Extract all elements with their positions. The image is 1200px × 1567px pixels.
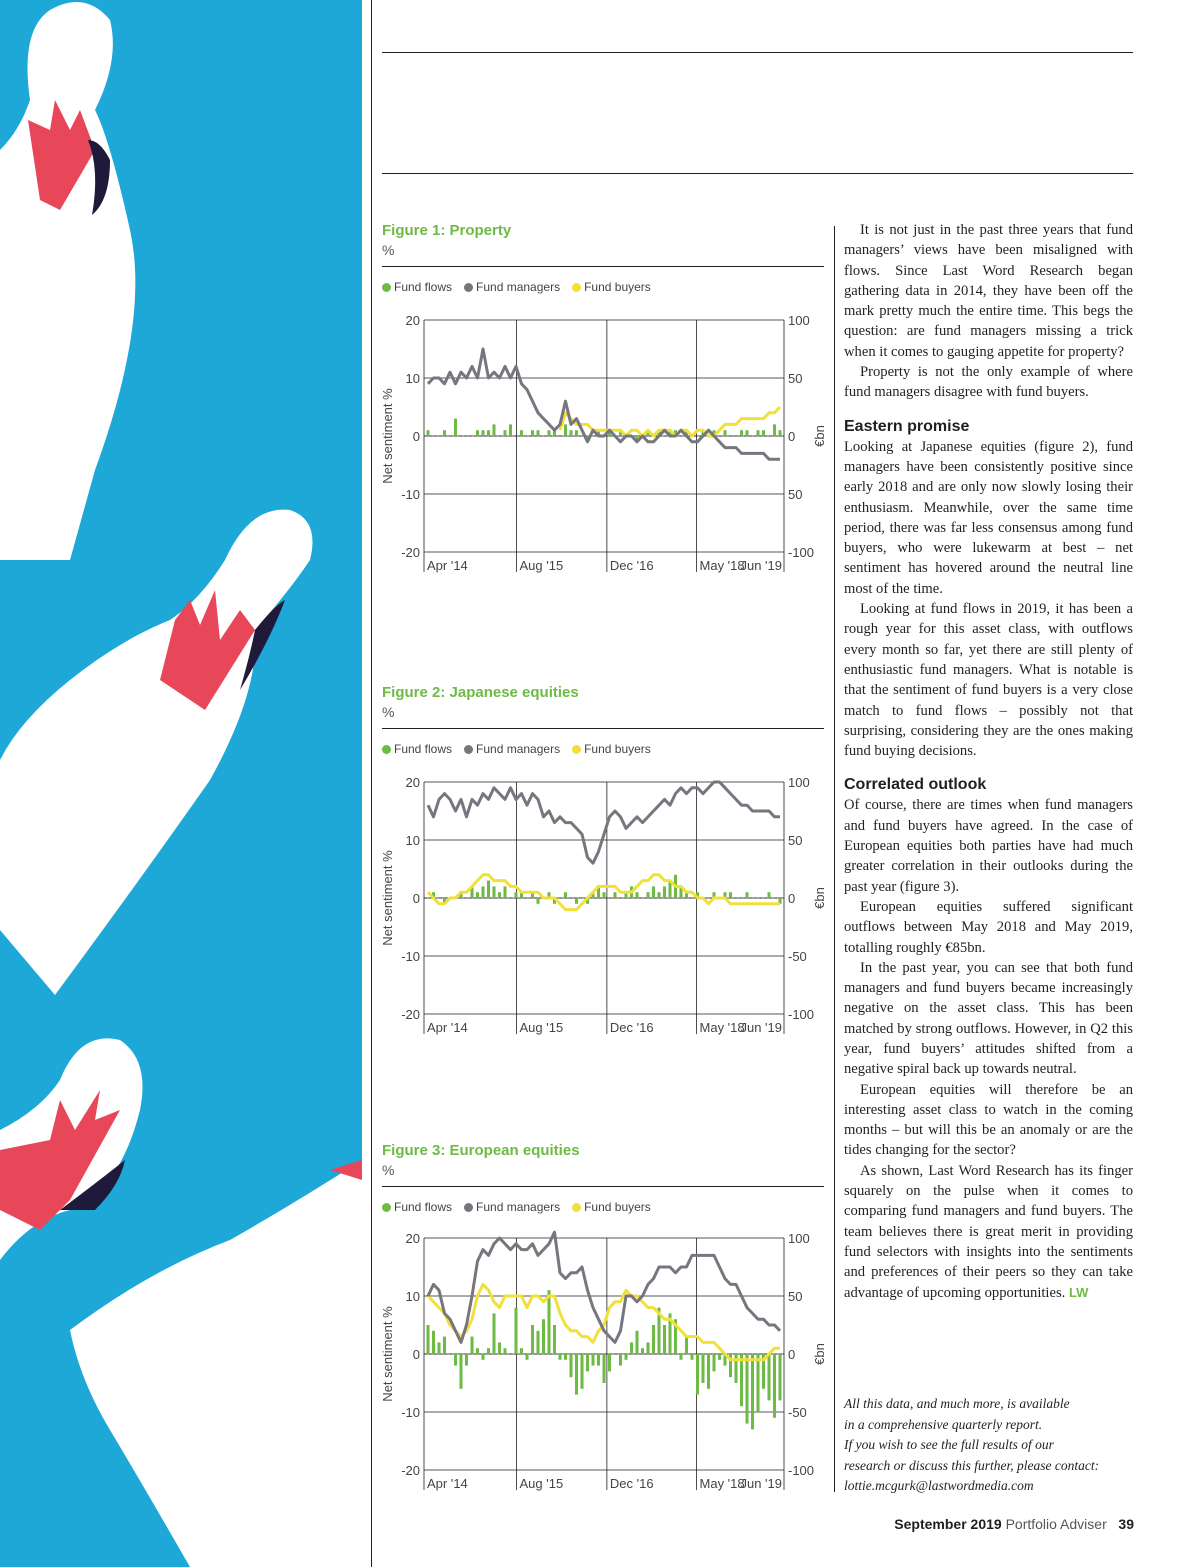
flow-bar <box>547 1290 550 1354</box>
note-line: All this data, and much more, is available <box>844 1396 1070 1411</box>
x-tick-label: Apr '14 <box>427 1020 468 1035</box>
x-tick-label: Aug '15 <box>519 1476 564 1491</box>
flow-bar <box>751 1354 754 1429</box>
flow-bar <box>602 892 605 898</box>
flow-bar <box>553 1325 556 1354</box>
flow-bar <box>498 1342 501 1354</box>
figure-rule <box>382 1186 824 1187</box>
flow-bar <box>531 1325 534 1354</box>
y2-tick-label: 0 <box>788 429 796 444</box>
flow-bar <box>547 430 550 436</box>
flow-bar <box>619 1354 622 1366</box>
flow-bar <box>426 430 429 436</box>
managers-line <box>428 349 780 459</box>
flow-bar <box>580 1354 583 1389</box>
chart-legend <box>382 1200 651 1214</box>
y2-tick-label: 100 <box>788 775 810 790</box>
flow-bar <box>652 886 655 898</box>
y-tick-label: 0 <box>412 1347 420 1362</box>
flow-bar <box>569 1354 572 1377</box>
flow-bar <box>630 1342 633 1354</box>
flow-bar <box>503 1348 506 1354</box>
flow-bar <box>564 1354 567 1360</box>
footer-publication: Portfolio Adviser <box>1005 1516 1107 1532</box>
flow-bar <box>745 1354 748 1424</box>
flow-bar <box>602 1354 605 1383</box>
managers-line <box>428 782 780 863</box>
flow-bar <box>762 430 765 436</box>
flow-bar <box>454 419 457 436</box>
y-tick-label: -20 <box>401 1463 420 1478</box>
flow-bar <box>520 1348 523 1354</box>
flow-bar <box>635 892 638 898</box>
figure-3 <box>380 1140 830 1510</box>
y-tick-label: 20 <box>405 1231 420 1246</box>
flow-bar <box>575 898 578 904</box>
flow-bar <box>437 1342 440 1354</box>
paragraph-text: As shown, Last Word Research has its finger squarely on the pulse when it comes to comparing fund managers and fund buyers. The team believes there is great merit in providing fund selectors with insights into the sentiments and preferences of their peers so they can take advantage of upcoming opportunities. <box>844 1162 1133 1301</box>
flow-bar <box>525 1354 528 1360</box>
flow-bar <box>729 892 732 898</box>
flow-bar <box>536 1331 539 1354</box>
y2-tick-label: -100 <box>788 1007 815 1022</box>
x-tick-label: Jun '19 <box>740 1476 782 1491</box>
y2-tick-label: 0 <box>788 1347 796 1362</box>
y2-tick-label: 50 <box>788 487 803 502</box>
y-tick-label: 0 <box>412 891 420 906</box>
paragraph: It is not just in the past three years that fund managers’ views have been misaligned with flows. Since Last Word Research began gathering data in 2014, they have been off the mark pretty much the entire time. This begs the question: are fund managers missing a trick when it comes to gauging appetite for property? <box>844 222 1133 360</box>
page-number: 39 <box>1118 1516 1134 1532</box>
flow-bar <box>564 424 567 436</box>
flow-bar <box>740 1354 743 1406</box>
lw-signoff: LW <box>1068 1284 1089 1300</box>
flow-bar <box>767 1354 770 1400</box>
flow-bar <box>652 1325 655 1354</box>
x-tick-label: Jun '19 <box>740 558 782 573</box>
legend-buyers: Fund buyers <box>572 1200 651 1214</box>
legend-flows: Fund flows <box>382 742 452 756</box>
flow-bar <box>690 1354 693 1360</box>
x-tick-label: Jun '19 <box>740 1020 782 1035</box>
flow-bar <box>492 424 495 436</box>
flow-bar <box>503 886 506 898</box>
figure-rule <box>382 266 824 267</box>
legend-buyers: Fund buyers <box>572 742 651 756</box>
figure-rule <box>382 728 824 729</box>
note-line: in a comprehensive quarterly report. <box>844 1416 1043 1432</box>
figure-unit: % <box>382 704 395 720</box>
figure-title: Figure 3: European equities <box>382 1142 580 1159</box>
figure-1 <box>380 220 830 590</box>
flow-bar <box>778 1354 781 1400</box>
y2-tick-label: 50 <box>788 1289 803 1304</box>
legend-managers: Fund managers <box>464 280 560 294</box>
flow-bar <box>586 1354 589 1371</box>
x-tick-label: Dec '16 <box>609 1476 654 1491</box>
y-tick-label: -10 <box>401 1405 420 1420</box>
legend-managers: Fund managers <box>464 742 560 756</box>
flow-bar <box>492 886 495 898</box>
flow-bar <box>542 1319 545 1354</box>
y-tick-label: 10 <box>405 1289 420 1304</box>
flow-bar <box>707 1354 710 1389</box>
flow-bar <box>514 1308 517 1354</box>
flow-bar <box>454 1354 457 1366</box>
flow-bar <box>564 892 567 898</box>
article-body <box>844 220 1133 1303</box>
paragraph: Property is not the only example of where fund managers disagree with fund buyers. <box>844 364 1133 401</box>
subheading: Correlated outlook <box>844 776 987 794</box>
flow-bar <box>487 430 490 436</box>
flow-bar <box>443 430 446 436</box>
y2-tick-label: -100 <box>788 1463 815 1478</box>
figure-title: Figure 2: Japanese equities <box>382 684 579 701</box>
flow-bar <box>476 430 479 436</box>
y-tick-label: -20 <box>401 1007 420 1022</box>
flow-bar <box>575 430 578 436</box>
y-axis-label: Net sentiment % <box>380 388 395 484</box>
y2-axis-label: €bn <box>812 887 827 909</box>
y-tick-label: 10 <box>405 371 420 386</box>
flow-bar <box>624 1354 627 1360</box>
flow-bar <box>520 430 523 436</box>
flow-bar <box>701 1354 704 1383</box>
figure-unit: % <box>382 242 395 258</box>
flow-bar <box>575 1354 578 1395</box>
flow-bar <box>514 892 517 898</box>
flow-bar <box>657 892 660 898</box>
flow-bar <box>476 892 479 898</box>
flow-bar <box>492 1313 495 1354</box>
flow-bar <box>558 1354 561 1360</box>
y2-tick-label: 100 <box>788 313 810 328</box>
flow-bar <box>767 892 770 898</box>
flow-bar <box>459 1354 462 1389</box>
flow-bar <box>773 424 776 436</box>
flow-bar <box>531 430 534 436</box>
y-axis-label: Net sentiment % <box>380 1306 395 1402</box>
flow-bar <box>778 430 781 436</box>
footer-month: September 2019 <box>894 1516 1002 1532</box>
x-tick-label: Dec '16 <box>609 1020 654 1035</box>
x-tick-label: Apr '14 <box>427 558 468 573</box>
y-tick-label: -10 <box>401 949 420 964</box>
y2-tick-label: 50 <box>788 833 803 848</box>
paragraph: Of course, there are times when fund managers and fund buyers have agreed. In the case of European equities both parties have had much greater correlation in their outlooks during the past year (figure 3). <box>844 797 1133 895</box>
y-tick-label: -10 <box>401 487 420 502</box>
header-rule <box>382 173 1133 174</box>
flow-bar <box>470 1337 473 1354</box>
column-divider <box>371 0 372 1567</box>
flow-bar <box>608 1354 611 1371</box>
y2-tick-label: 50 <box>788 371 803 386</box>
flow-bar <box>536 898 539 904</box>
x-tick-label: May '18 <box>699 558 745 573</box>
flow-bar <box>756 1354 759 1412</box>
flow-bar <box>498 892 501 898</box>
flow-bar <box>443 1337 446 1354</box>
legend-flows: Fund flows <box>382 280 452 294</box>
figure-2 <box>380 682 830 1052</box>
paragraph: Looking at fund flows in 2019, it has been a rough year for this asset class, with outflows every month so far, yet there are still plenty of enthusiastic fund managers. What is notable is that the sentiment of fund buyers is a very close match to fund flows – possibly not that surprising, considering they are the ones making fund buying decisions. <box>844 601 1133 760</box>
flow-bar <box>591 1354 594 1366</box>
flow-bar <box>487 1348 490 1354</box>
y-tick-label: 20 <box>405 313 420 328</box>
paragraph: In the past year, you can see that both fund managers and fund buyers became increasingly negative on the asset class. This has been matched by strong outflows. However, in Q2 this year, fund buyers’ attitudes shifted from a negative spiral back up towards neutral. <box>844 959 1133 1078</box>
flow-bar <box>503 430 506 436</box>
flow-bar <box>740 430 743 436</box>
flow-bar <box>432 1331 435 1354</box>
legend-flows: Fund flows <box>382 1200 452 1214</box>
x-tick-label: May '18 <box>699 1476 745 1491</box>
x-tick-label: Apr '14 <box>427 1476 468 1491</box>
note-line: research or discuss this further, please contact: <box>844 1457 1100 1473</box>
x-tick-label: May '18 <box>699 1020 745 1035</box>
y2-tick-label: 100 <box>788 1231 810 1246</box>
flow-bar <box>745 430 748 436</box>
flow-bar <box>723 430 726 436</box>
flow-bar <box>663 1325 666 1354</box>
flow-bar <box>679 1354 682 1360</box>
flow-bar <box>696 1354 699 1395</box>
y-tick-label: 0 <box>412 429 420 444</box>
flow-bar <box>481 1354 484 1360</box>
flow-bar <box>536 430 539 436</box>
flow-bar <box>756 430 759 436</box>
flow-bar <box>613 892 616 898</box>
contact-note <box>844 1394 1133 1497</box>
flow-bar <box>718 1354 721 1360</box>
buyers-line <box>428 875 780 910</box>
contact-email[interactable]: lottie.mcgurk@lastwordmedia.com <box>844 1478 1034 1493</box>
flow-bar <box>476 1348 479 1354</box>
y2-tick-label: -100 <box>788 545 815 560</box>
flow-bar <box>685 1337 688 1354</box>
paragraph: Looking at Japanese equities (figure 2), fund managers have been consistently positive since early 2018 and are only now slowly losing their enthusiasm. Meanwhile, over the same time period, there was far less consensus among fund buyers, who were lukewarm at best – net sentiment has hovered around the neutral line most of the time. <box>844 438 1133 597</box>
figure-unit: % <box>382 1162 395 1178</box>
flow-bar <box>597 1354 600 1366</box>
paragraph: European equities will therefore be an interesting asset class to watch in the coming months – but will this be an anomaly or are the tides changing for the sector? <box>844 1081 1133 1159</box>
page-footer <box>894 1516 1134 1532</box>
european-equities-chart <box>380 1228 830 1508</box>
note-line: If you wish to see the full results of our <box>844 1437 1054 1452</box>
flow-bar <box>646 892 649 898</box>
japanese-equities-chart <box>380 772 830 1052</box>
flow-bar <box>481 430 484 436</box>
x-tick-label: Aug '15 <box>519 1020 564 1035</box>
y-tick-label: 20 <box>405 775 420 790</box>
flow-bar <box>509 424 512 436</box>
property-chart <box>380 310 830 590</box>
flow-bar <box>426 1325 429 1354</box>
bowling-pins-illustration <box>0 0 362 1567</box>
flow-bar <box>487 881 490 898</box>
paragraph-final <box>844 1161 1133 1303</box>
figure-title: Figure 1: Property <box>382 222 512 239</box>
y2-axis-label: €bn <box>812 425 827 447</box>
flow-bar <box>712 1354 715 1371</box>
legend-managers: Fund managers <box>464 1200 560 1214</box>
x-tick-label: Aug '15 <box>519 558 564 573</box>
subheading: Eastern promise <box>844 417 970 435</box>
flow-bar <box>465 1354 468 1366</box>
legend-buyers: Fund buyers <box>572 280 651 294</box>
y2-tick-label: -50 <box>788 1405 807 1420</box>
flow-bar <box>635 1331 638 1354</box>
flow-bar <box>773 1354 776 1418</box>
y2-tick-label: -50 <box>788 949 807 964</box>
article-column-rule <box>834 226 835 1492</box>
y-axis-label: Net sentiment % <box>380 850 395 946</box>
flow-bar <box>641 1348 644 1354</box>
y-tick-label: 10 <box>405 833 420 848</box>
flow-bar <box>745 892 748 898</box>
chart-legend <box>382 742 651 756</box>
x-tick-label: Dec '16 <box>609 558 654 573</box>
y2-axis-label: €bn <box>812 1343 827 1365</box>
flow-bar <box>646 1342 649 1354</box>
paragraph: European equities suffered significant outflows between May 2018 and May 2019, totalling roughly €85bn. <box>844 898 1133 956</box>
flow-bar <box>663 886 666 898</box>
flow-bar <box>481 886 484 898</box>
chart-legend <box>382 280 651 294</box>
top-rule <box>382 52 1133 53</box>
y-tick-label: -20 <box>401 545 420 560</box>
flow-bar <box>569 430 572 436</box>
y2-tick-label: 0 <box>788 891 796 906</box>
